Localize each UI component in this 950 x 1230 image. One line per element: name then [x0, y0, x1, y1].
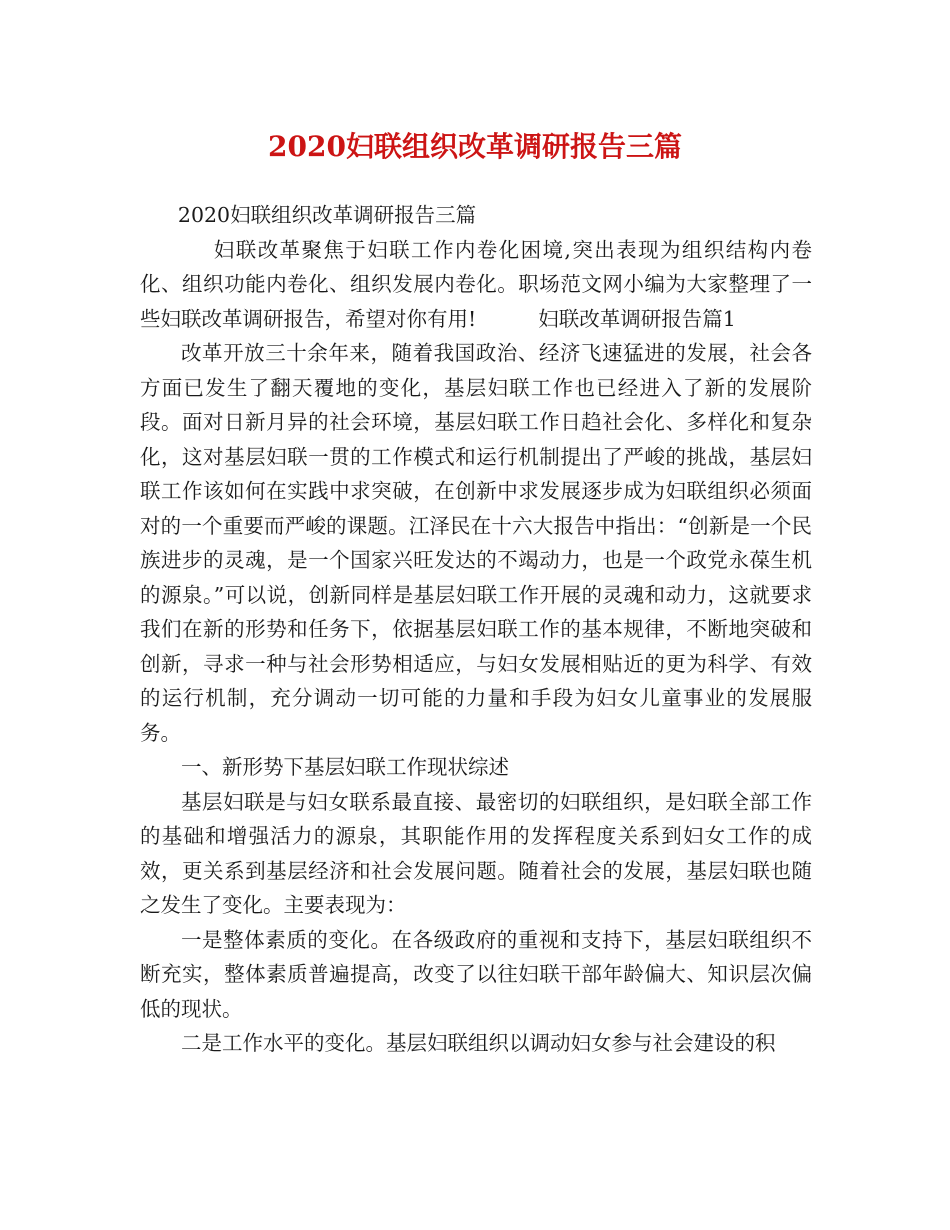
body-paragraph: 基层妇联是与妇女联系最直接、最密切的妇联组织，是妇联全部工作的基础和增强活力的源泉，其职能作用的发挥程度关系到妇女工作的成效，更关系到基层经济和社会发展问题。随着社会的发展，基层妇联也随之发生了变化。主要表现为：	[140, 789, 812, 917]
body-paragraph: 一是整体素质的变化。在各级政府的重视和支持下，基层妇联组织不断充实，整体素质普遍提高，改变了以往妇联干部年龄偏大、知识层次偏低的现状。	[140, 927, 812, 1021]
intro-paragraph	[140, 233, 812, 337]
body-paragraph: 二是工作水平的变化。基层妇联组织以调动妇女参与社会建设的积	[181, 1031, 776, 1055]
document-body	[140, 198, 812, 1061]
body-paragraph: 改革开放三十余年来，随着我国政治、经济飞速猛进的发展，社会各方面已发生了翻天覆地的变化，基层妇联工作也已经进入了新的发展阶段。面对日新月异的社会环境，基层妇联工作日趋社会化、多样化和复杂化，这对基层妇联一贯的工作模式和运行机制提出了严峻的挑战，基层妇联工作该如何在实践中求突破，在创新中求发展逐步成为妇联组织必须面对的一个重要而严峻的课题。江泽民在十六大报告中指出：“创新是一个民族进步的灵魂，是一个国家兴旺发达的不竭动力，也是一个政党永葆生机的源泉。”可以说，创新同样是基层妇联工作开展的灵魂和动力，这就要求我们在新的形势和任务下，依据基层妇联工作的基本规律，不断地突破和创新，寻求一种与社会形势相适应，与妇女发展相贴近的更为科学、有效的运行机制，充分调动一切可能的力量和手段为妇女儿童事业的发展服务。	[140, 341, 812, 745]
document-title: 2020妇联组织改革调研报告三篇	[268, 130, 682, 163]
document-subtitle: 2020妇联组织改革调研报告三篇	[177, 203, 477, 227]
intro-text: 妇联改革聚焦于妇联工作内卷化困境,突出表现为组织结构内卷化、组织功能内卷化、组织发展内卷化。职场范文网小编为大家整理了一些妇联改革调研报告，希望对你有用!	[140, 237, 812, 331]
section-heading-report-1: 妇联改革调研报告篇1	[538, 306, 736, 331]
section-heading: 一、新形势下基层妇联工作现状综述	[181, 755, 509, 779]
